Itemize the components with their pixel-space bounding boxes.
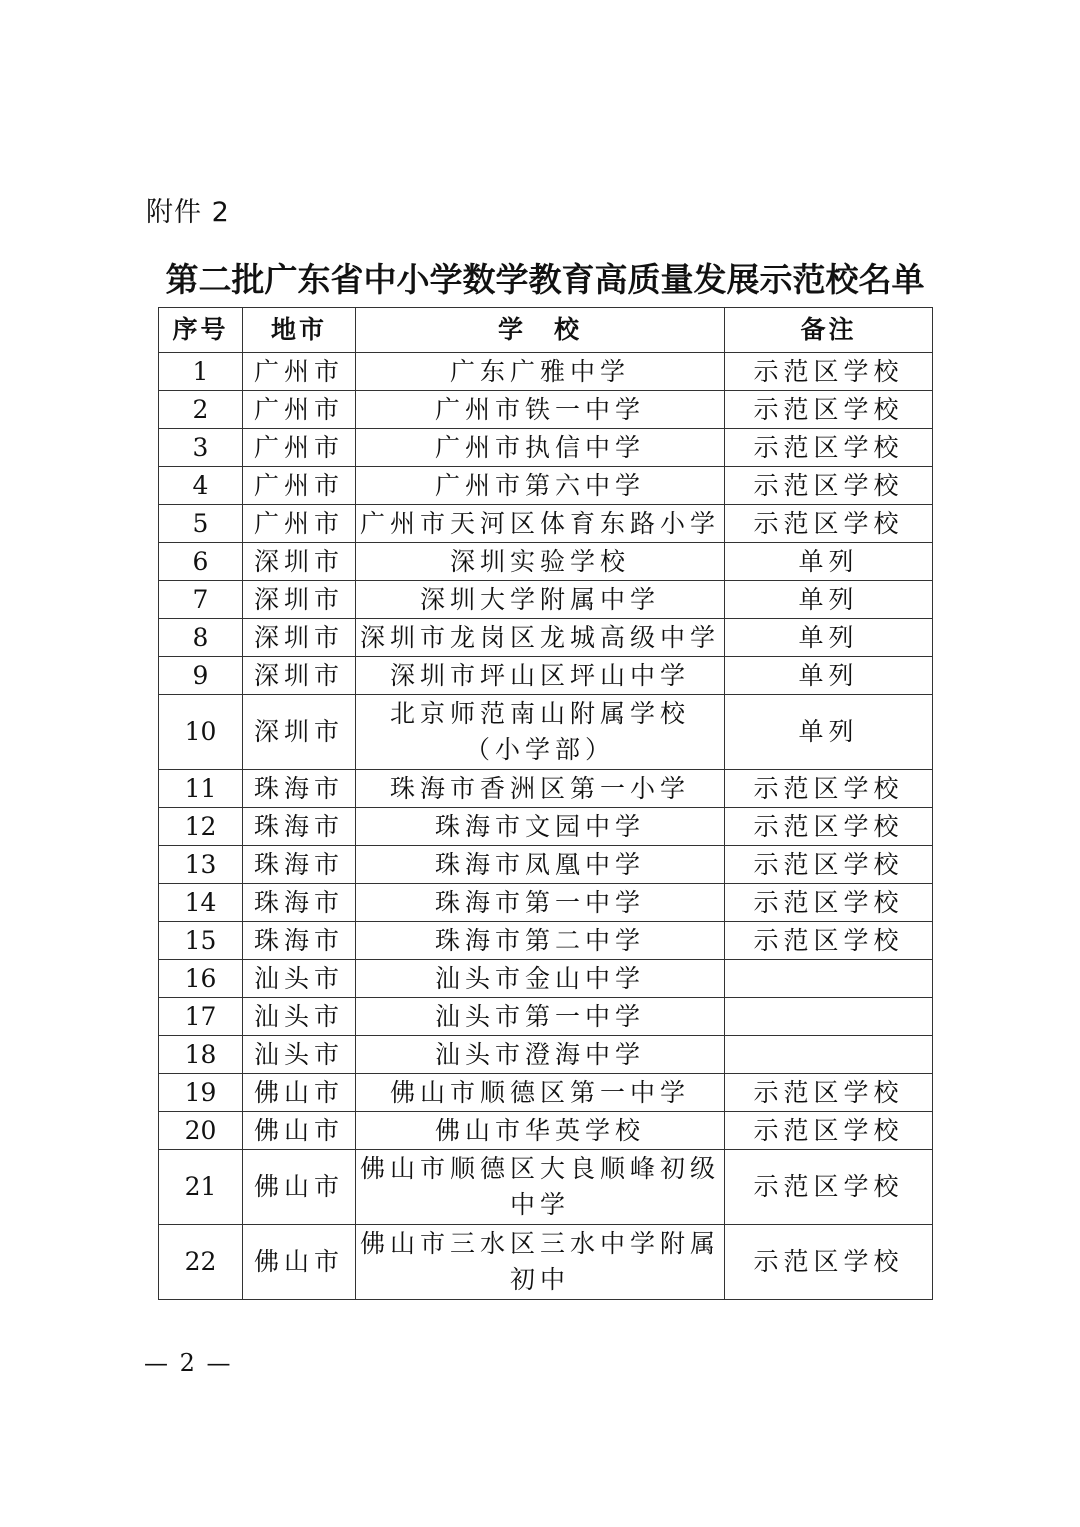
school-name-line-1: 北京师范南山附属学校 [389, 699, 690, 728]
row-number: 3 [159, 429, 243, 467]
row-city: 深圳市 [243, 543, 356, 581]
document-title: 第二批广东省中小学数学教育高质量发展示范校名单 [165, 260, 925, 299]
row-note: 示范区学校 [725, 1074, 933, 1112]
row-note: 单列 [725, 695, 933, 770]
row-note: 示范区学校 [725, 808, 933, 846]
row-number: 16 [159, 960, 243, 998]
row-city: 佛山市 [243, 1074, 356, 1112]
table-row [159, 1074, 933, 1112]
table-row [159, 429, 933, 467]
school-list-table [158, 307, 933, 1300]
row-note: 示范区学校 [725, 884, 933, 922]
row-school: 广州市执信中学 [356, 429, 725, 467]
table-row [159, 846, 933, 884]
row-number: 17 [159, 998, 243, 1036]
row-number: 5 [159, 505, 243, 543]
row-city: 汕头市 [243, 960, 356, 998]
row-number: 21 [159, 1150, 243, 1225]
annex-label: 附件 2 [146, 197, 230, 228]
school-name-line-2: （小学部） [464, 735, 615, 764]
row-school: 深圳市坪山区坪山中学 [356, 657, 725, 695]
row-number: 15 [159, 922, 243, 960]
row-school: 珠海市第一中学 [356, 884, 725, 922]
table-row [159, 770, 933, 808]
school-name-line-1: 佛山市顺德区大良顺峰初级 [359, 1154, 720, 1183]
row-number: 14 [159, 884, 243, 922]
table-row [159, 960, 933, 998]
table-row [159, 657, 933, 695]
row-school: 汕头市澄海中学 [356, 1036, 725, 1074]
row-school [356, 695, 725, 770]
table-header-row [159, 308, 933, 353]
row-city: 广州市 [243, 467, 356, 505]
row-note [725, 998, 933, 1036]
row-note: 示范区学校 [725, 429, 933, 467]
table-row [159, 619, 933, 657]
row-number: 7 [159, 581, 243, 619]
row-note: 示范区学校 [725, 1112, 933, 1150]
row-note: 示范区学校 [725, 505, 933, 543]
row-city: 广州市 [243, 429, 356, 467]
row-note: 示范区学校 [725, 353, 933, 391]
school-name-line-2: 中学 [509, 1190, 570, 1219]
row-note: 单列 [725, 581, 933, 619]
row-school [356, 1150, 725, 1225]
page-number: — 2 — [144, 1349, 233, 1377]
row-number: 12 [159, 808, 243, 846]
table-row [159, 884, 933, 922]
table-row [159, 581, 933, 619]
table-row [159, 543, 933, 581]
row-school: 汕头市第一中学 [356, 998, 725, 1036]
row-number: 2 [159, 391, 243, 429]
row-number: 13 [159, 846, 243, 884]
table-row [159, 391, 933, 429]
table-row [159, 467, 933, 505]
row-number: 6 [159, 543, 243, 581]
school-name-line-2: 初中 [509, 1265, 570, 1294]
row-number: 11 [159, 770, 243, 808]
row-note: 单列 [725, 657, 933, 695]
row-city: 佛山市 [243, 1112, 356, 1150]
row-school: 汕头市金山中学 [356, 960, 725, 998]
row-note: 示范区学校 [725, 922, 933, 960]
row-number: 8 [159, 619, 243, 657]
row-note [725, 1036, 933, 1074]
row-note: 示范区学校 [725, 1225, 933, 1300]
row-city: 深圳市 [243, 657, 356, 695]
row-city: 珠海市 [243, 846, 356, 884]
row-number: 20 [159, 1112, 243, 1150]
row-school: 珠海市凤凰中学 [356, 846, 725, 884]
row-city: 汕头市 [243, 1036, 356, 1074]
row-school: 深圳市龙岗区龙城高级中学 [356, 619, 725, 657]
row-note: 示范区学校 [725, 391, 933, 429]
row-note: 示范区学校 [725, 846, 933, 884]
row-school: 广东广雅中学 [356, 353, 725, 391]
row-city: 深圳市 [243, 619, 356, 657]
row-school: 珠海市文园中学 [356, 808, 725, 846]
row-note: 单列 [725, 619, 933, 657]
header-number: 序号 [159, 308, 243, 353]
row-city: 珠海市 [243, 808, 356, 846]
row-number: 10 [159, 695, 243, 770]
school-name-line-1: 佛山市三水区三水中学附属 [359, 1229, 720, 1258]
row-city: 广州市 [243, 505, 356, 543]
row-school: 佛山市顺德区第一中学 [356, 1074, 725, 1112]
header-school: 学 校 [356, 308, 725, 353]
row-number: 19 [159, 1074, 243, 1112]
row-school: 广州市天河区体育东路小学 [356, 505, 725, 543]
table-row [159, 353, 933, 391]
row-city: 佛山市 [243, 1225, 356, 1300]
table-row [159, 505, 933, 543]
row-school: 珠海市第二中学 [356, 922, 725, 960]
row-number: 1 [159, 353, 243, 391]
row-city: 广州市 [243, 353, 356, 391]
row-school: 深圳实验学校 [356, 543, 725, 581]
row-number: 4 [159, 467, 243, 505]
row-city: 珠海市 [243, 884, 356, 922]
row-number: 22 [159, 1225, 243, 1300]
table-row [159, 808, 933, 846]
table-row [159, 695, 933, 770]
row-school [356, 1225, 725, 1300]
row-city: 珠海市 [243, 922, 356, 960]
row-number: 9 [159, 657, 243, 695]
row-number: 18 [159, 1036, 243, 1074]
table-row [159, 922, 933, 960]
table-row [159, 1150, 933, 1225]
row-city: 珠海市 [243, 770, 356, 808]
row-note: 示范区学校 [725, 770, 933, 808]
row-city: 广州市 [243, 391, 356, 429]
row-note [725, 960, 933, 998]
table-row [159, 1112, 933, 1150]
row-city: 深圳市 [243, 695, 356, 770]
row-school: 佛山市华英学校 [356, 1112, 725, 1150]
table-row [159, 998, 933, 1036]
row-city: 汕头市 [243, 998, 356, 1036]
row-school: 深圳大学附属中学 [356, 581, 725, 619]
row-city: 深圳市 [243, 581, 356, 619]
header-note: 备注 [725, 308, 933, 353]
row-note: 示范区学校 [725, 1150, 933, 1225]
table-row [159, 1036, 933, 1074]
row-school: 珠海市香洲区第一小学 [356, 770, 725, 808]
table-row [159, 1225, 933, 1300]
row-school: 广州市第六中学 [356, 467, 725, 505]
row-note: 单列 [725, 543, 933, 581]
row-school: 广州市铁一中学 [356, 391, 725, 429]
header-city: 地市 [243, 308, 356, 353]
row-city: 佛山市 [243, 1150, 356, 1225]
row-note: 示范区学校 [725, 467, 933, 505]
